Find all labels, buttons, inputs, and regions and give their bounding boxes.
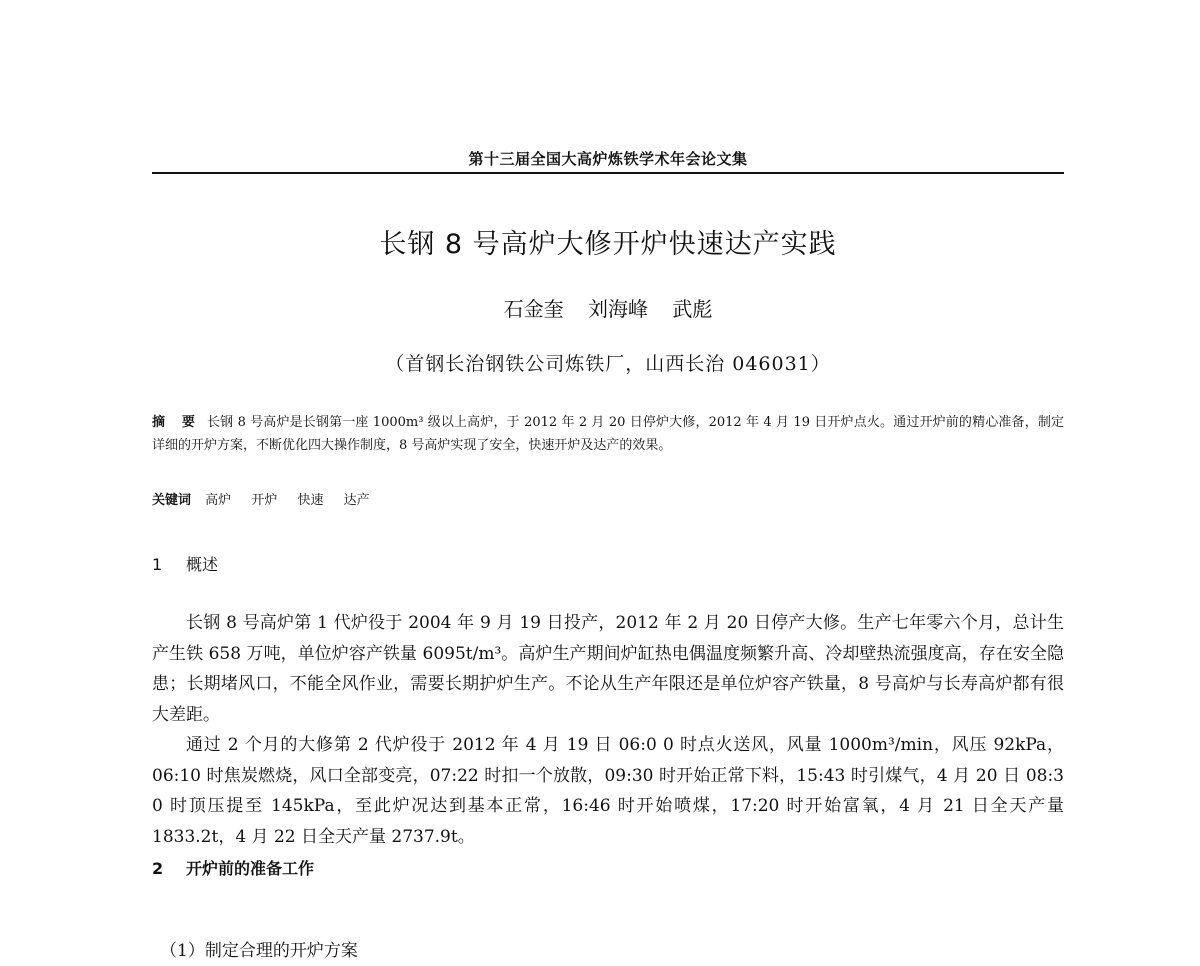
subsection-heading: （1）制定合理的开炉方案 bbox=[160, 941, 358, 961]
section-title: 开炉前的准备工作 bbox=[186, 859, 315, 878]
abstract bbox=[152, 411, 1064, 457]
section-heading bbox=[152, 552, 1064, 575]
keywords-label: 关键词 bbox=[152, 493, 192, 508]
paper-title: 长钢 8 号高炉大修开炉快速达产实践 bbox=[379, 229, 837, 260]
paragraph: 通过 2 个月的大修第 2 代炉役于 2012 年 4 月 19 日 06:0 0 时点火送风，风量 1000m³/min，风压 92kPa，06:10 时焦炭燃烧，风口全部变亮，07:22 时扣一个放散，09:30 时开始正常下料，15:43 时引煤气，4 月 20 日 08:3 0 时顶压提至 145kPa，至此炉况达到基本正常，16:46 时开始喷煤，17:20 时开始富氧，4 月 21 日全天产量 1833.2t，4 月 22 日全天产量 2737.9t。 bbox=[152, 735, 1064, 847]
section-heading bbox=[152, 856, 1064, 879]
keyword: 开炉 bbox=[251, 493, 278, 508]
abstract-label: 摘 要 bbox=[152, 415, 201, 430]
header-rule bbox=[152, 172, 1064, 174]
author-name: 武彪 bbox=[672, 297, 713, 321]
abstract-text: 长钢 8 号高炉是长钢第一座 1000m³ 级以上高炉，于 2012 年 2 月 20 日停炉大修，2012 年 4 月 19 日开炉点火。通过开炉前的精心准备，制定详细的开炉方案，不断优化四大操作制度，8 号高炉实现了安全，快速开炉及达产的效果。 bbox=[152, 415, 1064, 453]
keyword: 达产 bbox=[343, 493, 370, 508]
section-number: 2 bbox=[152, 859, 164, 878]
author-list bbox=[152, 293, 1064, 322]
keyword: 高炉 bbox=[205, 493, 232, 508]
section-number: 1 bbox=[152, 555, 163, 574]
section-body bbox=[152, 608, 1064, 852]
keywords bbox=[152, 489, 1064, 512]
author-name: 石金奎 bbox=[503, 297, 564, 321]
keyword: 快速 bbox=[297, 493, 324, 508]
paragraph: 长钢 8 号高炉第 1 代炉役于 2004 年 9 月 19 日投产，2012 年 2 月 20 日停产大修。生产七年零六个月，总计生产生铁 658 万吨，单位炉容产铁量 6095t/m³。高炉生产期间炉缸热电偶温度频繁升高、冷却壁热流强度高，存在安全隐患；长期堵风口，不能全风作业，需要长期护炉生产。不论从生产年限还是单位炉容产铁量，8 号高炉与长寿高炉都有很大差距。 bbox=[152, 613, 1064, 725]
author-name: 刘海峰 bbox=[588, 297, 648, 321]
section-title: 概述 bbox=[186, 555, 219, 574]
affiliation: （首钢长治钢铁公司炼铁厂，山西长治 046031） bbox=[385, 353, 831, 375]
proceedings-header: 第十三届全国大高炉炼铁学术年会论文集 bbox=[468, 150, 748, 168]
